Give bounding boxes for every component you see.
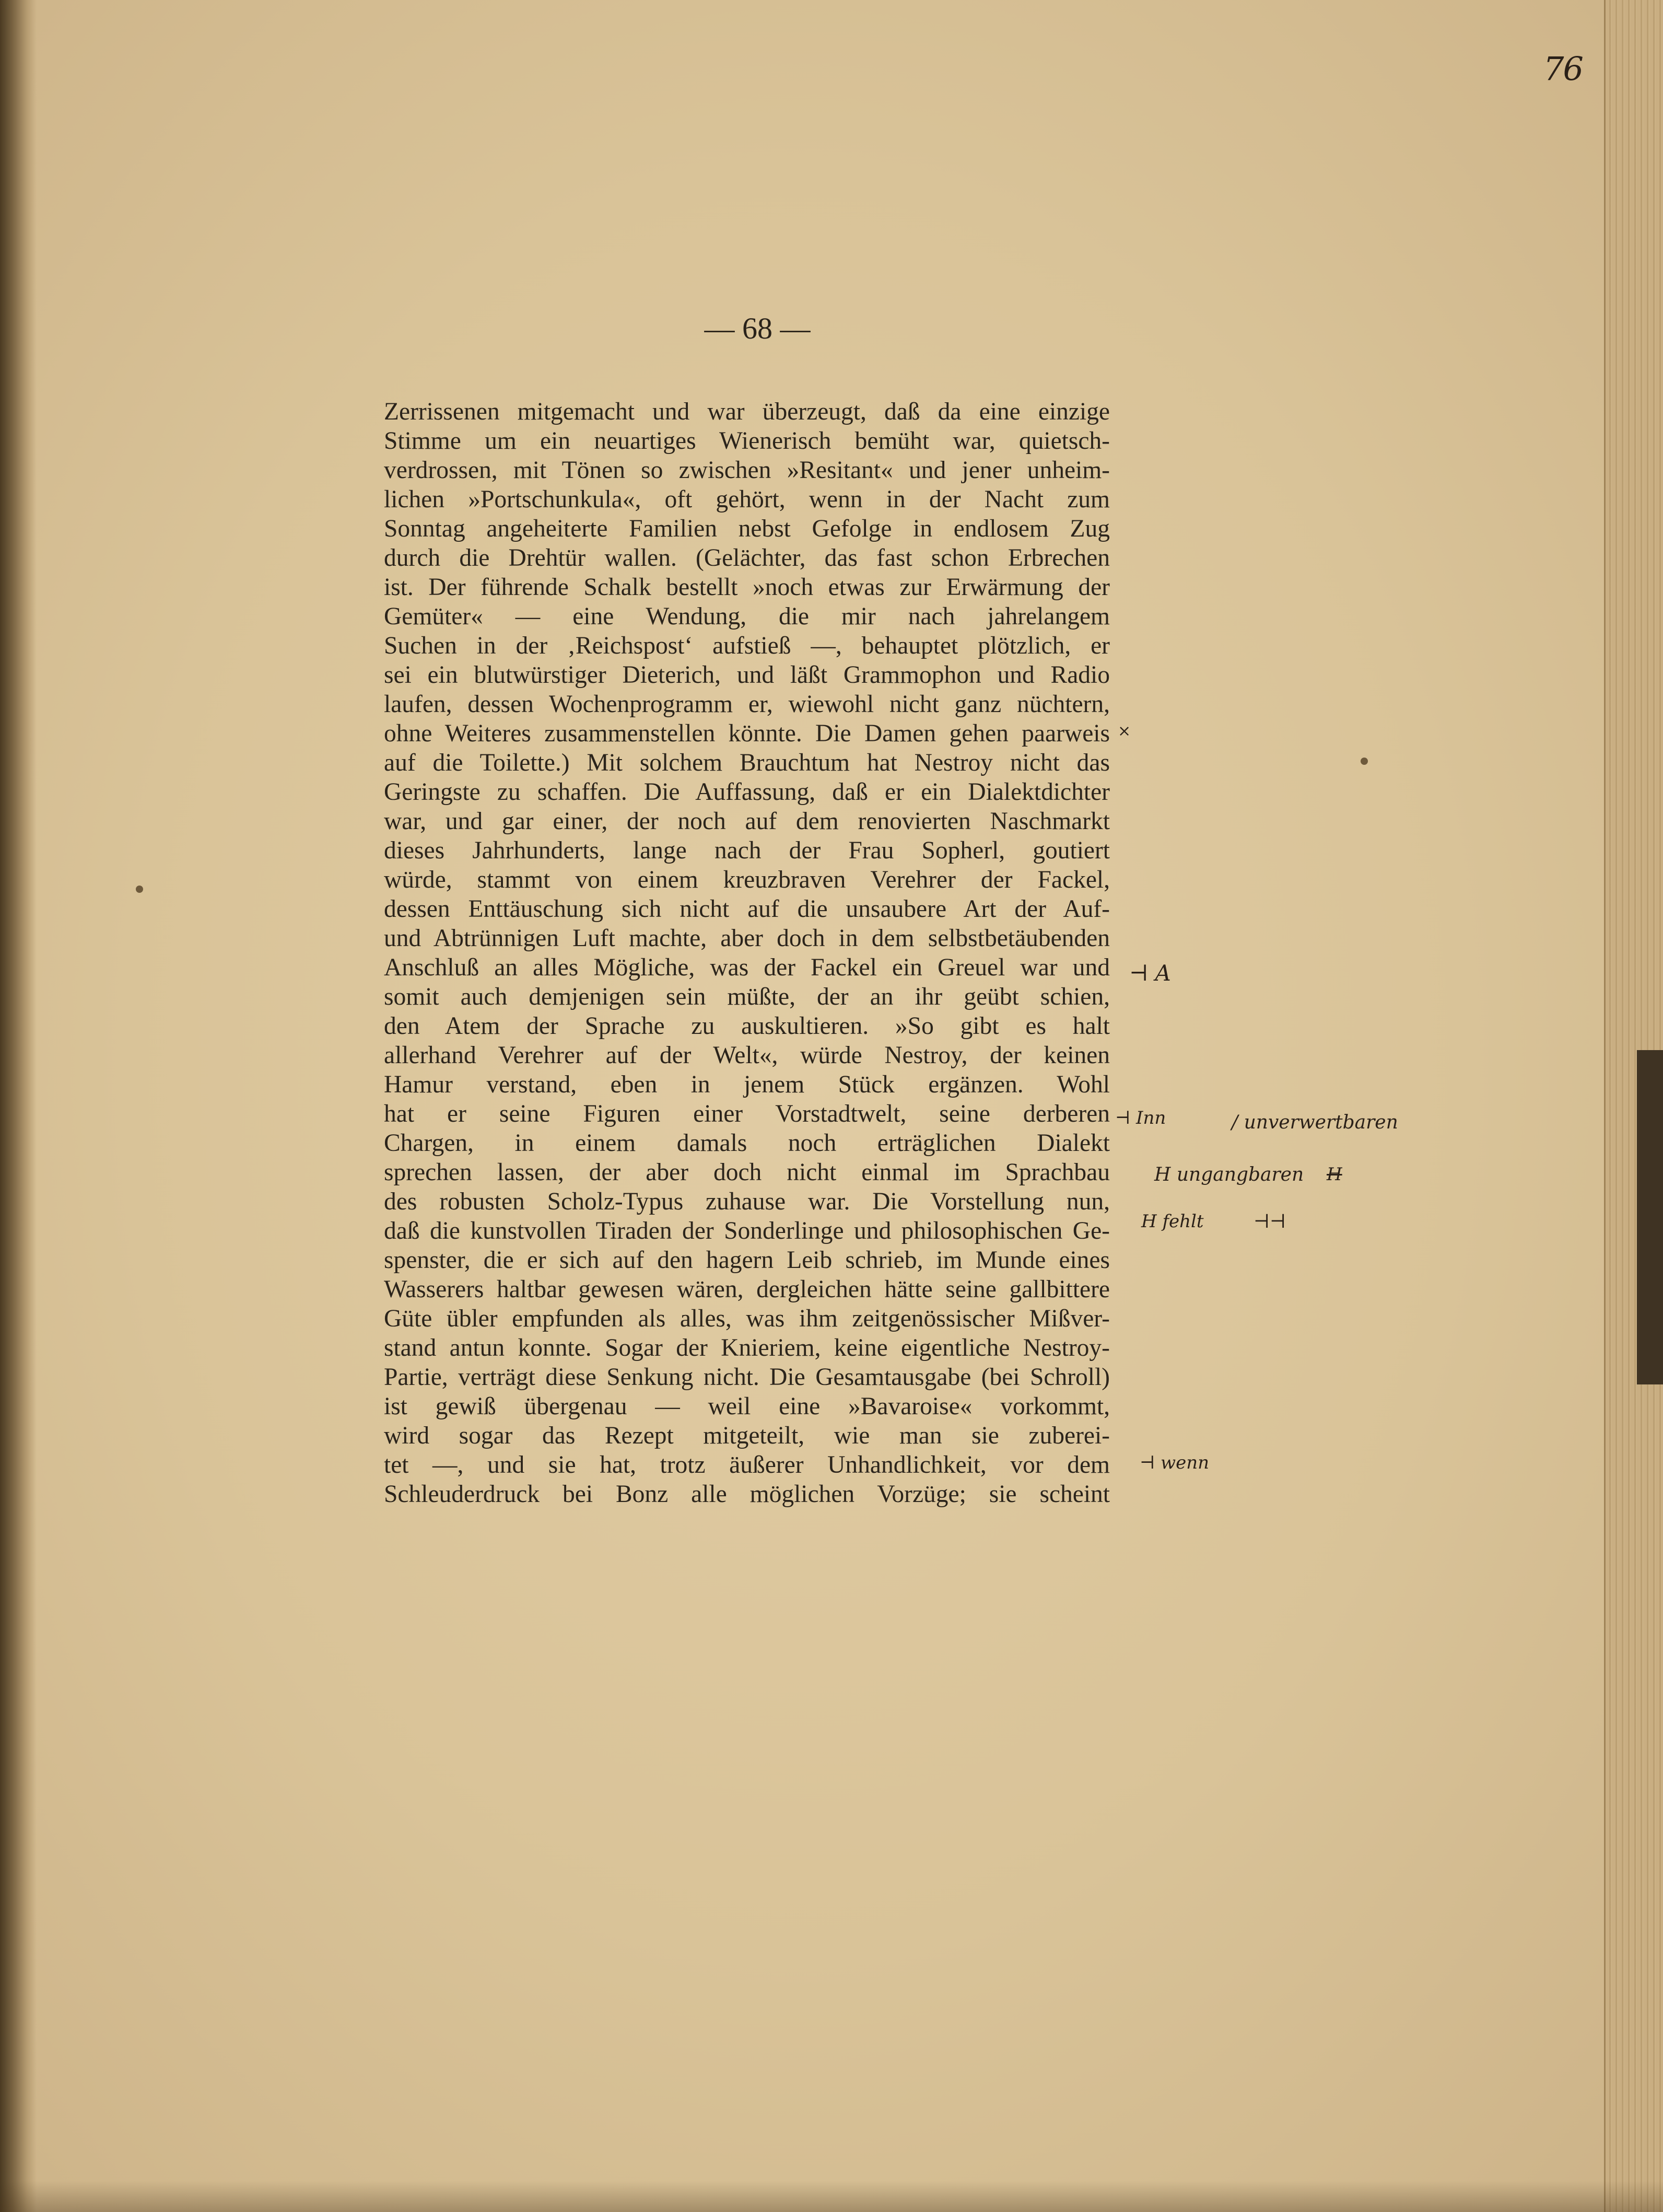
text-line: daß die kunstvollen Tiraden der Sonderlinge und philosophischen Ge- [384, 1217, 1110, 1244]
margin-annotation: ⊣ wenn [1140, 1452, 1210, 1473]
text-line: ohne Weiteres zusammenstellen könnte. Die Damen gehen paarweis [384, 720, 1110, 747]
text-line: Güte übler empfunden als alles, was ihm zeitgenössischer Mißver- [384, 1305, 1110, 1332]
paper-spot [136, 886, 143, 893]
margin-annotation: H [1327, 1164, 1342, 1185]
text-line: Geringste zu schaffen. Die Auffassung, daß er ein Dialektdichter [384, 778, 1110, 806]
text-line: durch die Drehtür wallen. (Gelächter, das fast schon Erbrechen [384, 544, 1110, 572]
text-line: verdrossen, mit Tönen so zwischen »Resitant« und jener unheim- [384, 457, 1110, 484]
text-line: auf die Toilette.) Mit solchem Brauchtum hat Nestroy nicht das [384, 749, 1110, 776]
text-line: allerhand Verehrer auf der Welt«, würde Nestroy, der keinen [384, 1042, 1110, 1069]
text-line: Sonntag angeheiterte Familien nebst Gefolge in endlosem Zug [384, 515, 1110, 542]
text-line: und Abtrünnigen Luft machte, aber doch in dem selbstbetäubenden [384, 925, 1110, 952]
text-line: tet —, und sie hat, trotz äußerer Unhandlichkeit, vor dem [384, 1451, 1110, 1478]
text-line: Suchen in der ‚Reichspost‘ aufstieß —, behauptet plötzlich, er [384, 632, 1110, 659]
text-line: sprechen lassen, der aber doch nicht einmal im Sprachbau [384, 1159, 1110, 1186]
text-line: laufen, dessen Wochenprogramm er, wiewohl nicht ganz nüchtern, [384, 691, 1110, 718]
text-line: Gemüter« — eine Wendung, die mir nach jahrelangem [384, 603, 1110, 630]
body-text [384, 397, 1110, 1509]
text-line: Hamur verstand, eben in jenem Stück ergänzen. Wohl [384, 1071, 1110, 1098]
paper-spot [1361, 758, 1368, 765]
text-line: wird sogar das Rezept mitgeteilt, wie man sie zuberei- [384, 1422, 1110, 1449]
margin-mark: × [1118, 722, 1131, 740]
text-line: ist gewiß übergenau — weil eine »Bavaroise« vorkommt, [384, 1393, 1110, 1420]
text-line: Anschluß an alles Mögliche, was der Fackel ein Greuel war und [384, 954, 1110, 981]
text-line: dieses Jahrhunderts, lange nach der Frau Sopherl, goutiert [384, 837, 1110, 864]
text-line: lichen »Portschunkula«, oft gehört, wenn in der Nacht zum [384, 486, 1110, 513]
text-line: Chargen, in einem damals noch erträglichen Dialekt [384, 1130, 1110, 1157]
text-line: sei ein blutwürstiger Dieterich, und läßt Grammophon und Radio [384, 661, 1110, 689]
text-line: war, und gar einer, der noch auf dem renovierten Naschmarkt [384, 808, 1110, 835]
handwritten-folio-number: 76 [1543, 50, 1583, 88]
text-line: hat er seine Figuren einer Vorstadtwelt, seine derberen [384, 1100, 1110, 1127]
margin-annotation: ⊣ Inn [1115, 1108, 1166, 1128]
book-gutter-shadow [0, 0, 37, 2212]
page-number: — 68 — [704, 311, 811, 345]
text-line: Stimme um ein neuartiges Wienerisch bemüht war, quietsch- [384, 427, 1110, 455]
bottom-shadow [0, 2181, 1663, 2212]
text-line: dessen Enttäuschung sich nicht auf die unsaubere Art der Auf- [384, 895, 1110, 923]
text-line: den Atem der Sprache zu auskultieren. »So gibt es halt [384, 1012, 1110, 1040]
margin-annotation: ⊣ A [1129, 960, 1171, 986]
text-line: würde, stammt von einem kreuzbraven Verehrer der Fackel, [384, 866, 1110, 893]
text-line: Wasserers haltbar gewesen wären, dergleichen hätte seine gallbittere [384, 1276, 1110, 1303]
margin-annotation: / unverwertbaren [1232, 1112, 1398, 1133]
margin-annotation: H ungangbaren [1154, 1164, 1304, 1185]
text-line: Partie, verträgt diese Senkung nicht. Die Gesamtausgabe (bei Schroll) [384, 1364, 1110, 1391]
margin-annotation: H fehlt [1141, 1211, 1204, 1232]
text-line: somit auch demjenigen sein müßte, der an ihr geübt schien, [384, 983, 1110, 1010]
text-line: ist. Der führende Schalk bestellt »noch etwas zur Erwärmung der [384, 574, 1110, 601]
text-line: des robusten Scholz-Typus zuhause war. Die Vorstellung nun, [384, 1188, 1110, 1215]
text-line: Schleuderdruck bei Bonz alle möglichen Vorzüge; sie scheint [384, 1481, 1110, 1508]
text-line: spenster, die er sich auf den hagern Leib schrieb, im Munde eines [384, 1247, 1110, 1274]
edge-tab [1637, 1050, 1663, 1384]
text-line: stand antun konnte. Sogar der Knieriem, keine eigentliche Nestroy- [384, 1334, 1110, 1361]
margin-annotation: ⊣⊣ [1254, 1211, 1286, 1232]
text-line: Zerrissenen mitgemacht und war überzeugt, daß da eine einzige [384, 398, 1110, 425]
